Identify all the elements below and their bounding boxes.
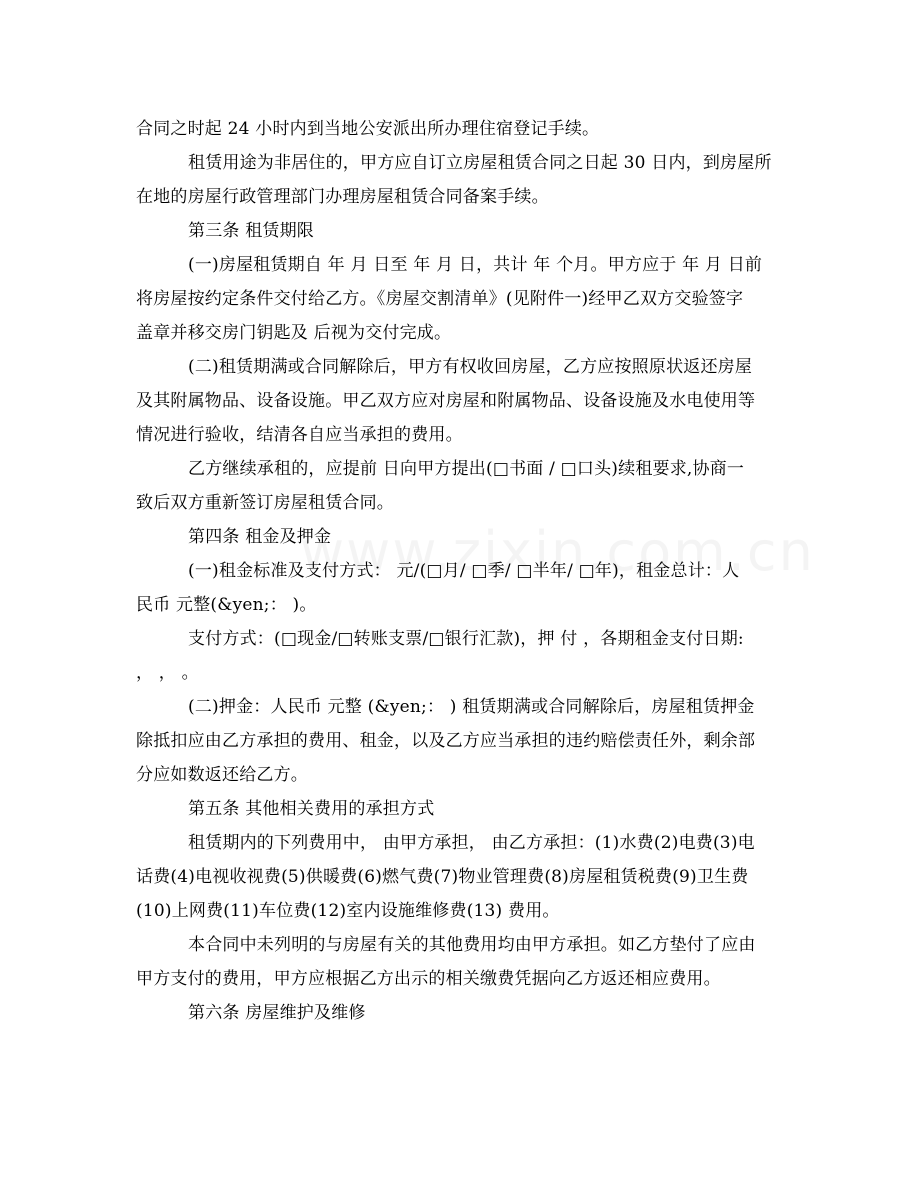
text-line: 将房屋按约定条件交付给乙方。《房屋交割清单》(见附件一)经甲乙双方交验签字 xyxy=(136,289,744,309)
document-body xyxy=(136,112,796,1030)
text-line: 乙方继续承租的，应提前 日向甲方提出(□书面 / □口头)续租要求,协商一 xyxy=(188,459,745,479)
text-line: ， ， 。 xyxy=(136,663,199,683)
text-line: 租赁期内的下列费用中， 由甲方承担， 由乙方承担：(1)水费(2)电费(3)电 xyxy=(188,833,755,853)
text-line: 除抵扣应由乙方承担的费用、租金，以及乙方应当承担的违约赔偿责任外，剩余部 xyxy=(136,731,756,751)
text-line: 租赁用途为非居住的，甲方应自订立房屋租赁合同之日起 30 日内，到房屋所 xyxy=(188,153,772,173)
text-line: 致后双方重新签订房屋租赁合同。 xyxy=(136,493,394,513)
text-line: 盖章并移交房门钥匙及 后视为交付完成。 xyxy=(136,323,452,343)
text-line: (一)租金标准及支付方式： 元/(□月/ □季/ □半年/ □年)，租金总计：人 xyxy=(188,561,740,581)
section-heading: 第三条 租赁期限 xyxy=(188,221,315,241)
text-line: (二)租赁期满或合同解除后，甲方有权收回房屋，乙方应按照原状返还房屋 xyxy=(188,357,753,377)
text-line: 支付方式：(□现金/□转账支票/□银行汇款)，押 付 ，各期租金支付日期: xyxy=(188,629,744,649)
text-line: 情况进行验收，结清各自应当承担的费用。 xyxy=(136,425,463,445)
text-line: 合同之时起 24 小时内到当地公安派出所办理住宿登记手续。 xyxy=(136,119,600,139)
section-heading: 第四条 租金及押金 xyxy=(188,527,332,547)
text-line: 甲方支付的费用，甲方应根据乙方出示的相关缴费凭据向乙方返还相应费用。 xyxy=(136,969,721,989)
text-line: 及其附属物品、设备设施。甲乙双方应对房屋和附属物品、设备设施及水电使用等 xyxy=(136,391,756,411)
text-line: (10)上网费(11)车位费(12)室内设施维修费(13) 费用。 xyxy=(136,901,560,921)
text-line: 在地的房屋行政管理部门办理房屋租赁合同备案手续。 xyxy=(136,187,549,207)
section-heading: 第六条 房屋维护及维修 xyxy=(188,1003,366,1023)
text-line: 民币 元整(&yen;： )。 xyxy=(136,595,317,615)
text-line: 分应如数返还给乙方。 xyxy=(136,765,308,785)
text-line: (二)押金：人民币 元整 (&yen;： ) 租赁期满或合同解除后，房屋租赁押金 xyxy=(188,697,755,717)
text-line: 话费(4)电视收视费(5)供暖费(6)燃气费(7)物业管理费(8)房屋租赁税费(9)卫生费 xyxy=(136,867,749,887)
text-line: (一)房屋租赁期自 年 月 日至 年 月 日，共计 年 个月。甲方应于 年 月 日前 xyxy=(188,255,763,275)
section-heading: 第五条 其他相关费用的承担方式 xyxy=(188,799,435,819)
text-line: 本合同中未列明的与房屋有关的其他费用均由甲方承担。如乙方垫付了应由 xyxy=(188,935,756,955)
